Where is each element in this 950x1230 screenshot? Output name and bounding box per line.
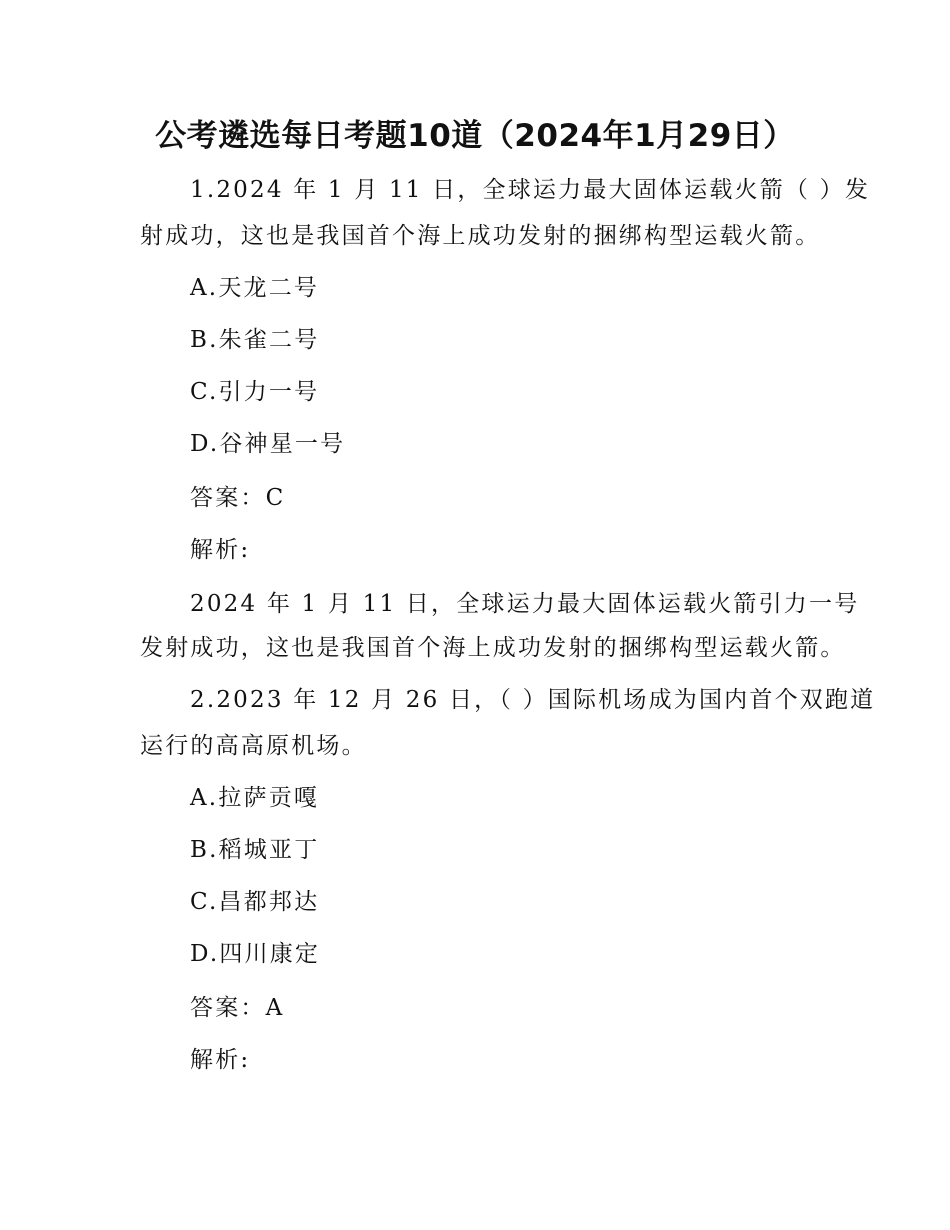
question-1-stem-line-1: 1.2024 年 1 月 11 日，全球运力最大固体运载火箭（ ）发 bbox=[190, 177, 871, 203]
document-title: 公考遴选每日考题10道（2024年1月29日） bbox=[155, 118, 795, 154]
question-2-answer: 答案：A bbox=[190, 995, 285, 1021]
question-2-option-c: C.昌都邦达 bbox=[190, 889, 320, 915]
question-1-option-c: C.引力一号 bbox=[190, 379, 320, 405]
question-1-analysis-label: 解析: bbox=[190, 537, 251, 563]
question-2-option-b: B.稻城亚丁 bbox=[190, 837, 320, 863]
question-2-stem-line-1: 2.2023 年 12 月 26 日，（ ）国际机场成为国内首个双跑道 bbox=[190, 687, 876, 713]
question-2-option-a: A.拉萨贡嘎 bbox=[190, 785, 320, 811]
question-2-analysis-label: 解析: bbox=[190, 1047, 251, 1073]
question-1-stem-line-2: 射成功，这也是我国首个海上成功发射的捆绑构型运载火箭。 bbox=[140, 223, 821, 249]
question-2-option-d: D.四川康定 bbox=[190, 941, 321, 967]
question-2-stem-line-2: 运行的高高原机场。 bbox=[140, 733, 367, 759]
question-1-option-d: D.谷神星一号 bbox=[190, 431, 346, 457]
question-1-answer: 答案：C bbox=[190, 485, 286, 511]
question-1-analysis-line-1: 2024 年 1 月 11 日，全球运力最大固体运载火箭引力一号 bbox=[190, 591, 860, 617]
question-1-analysis-line-2: 发射成功，这也是我国首个海上成功发射的捆绑构型运载火箭。 bbox=[140, 635, 846, 661]
question-1-option-b: B.朱雀二号 bbox=[190, 327, 320, 353]
question-1-option-a: A.天龙二号 bbox=[190, 275, 320, 301]
